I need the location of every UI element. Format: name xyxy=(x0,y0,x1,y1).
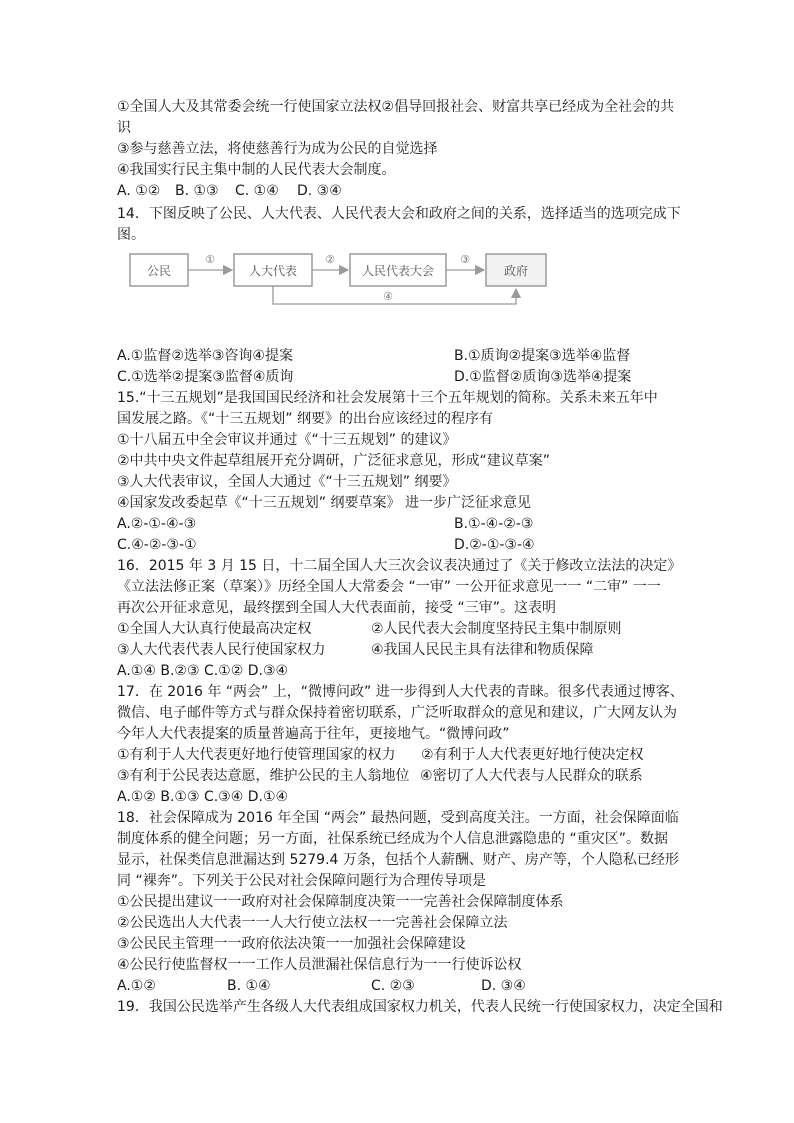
q18-options xyxy=(117,976,526,997)
q18-option-d: D. ③④ xyxy=(481,978,526,994)
q17-stem-line: 今年人大代表提案的质量普遍高于往年，更接地气。“微博问政” xyxy=(117,726,510,742)
q13-option-c: C. ①④ xyxy=(235,183,279,199)
q13-statement-line: 识 xyxy=(117,120,131,136)
arrow-label-2: ② xyxy=(325,253,335,266)
q16-statements-row-1 xyxy=(117,619,622,640)
q16-statement-4: ④我国人民民主具有法律和物质保障 xyxy=(371,642,594,658)
q17-statements-row-1 xyxy=(117,745,644,766)
arrow-label-3: ③ xyxy=(460,253,470,266)
q15-option-b: B.①-④-②-③ xyxy=(454,516,534,532)
q14-option-c: C.①选举②提案③监督④质询 xyxy=(117,369,294,385)
node-citizen: 公民 xyxy=(146,264,172,278)
q13-statement-line: ③参与慈善立法，将使慈善行为成为公民的自觉选择 xyxy=(117,141,438,157)
q17-statement-2: ②有利于人大代表更好地行使决定权 xyxy=(421,747,644,763)
q18-stem-line: 同 “裸奔”。下列关于公民对社会保障问题行为合理传导项是 xyxy=(117,873,486,889)
q18-option-a: A.①② xyxy=(117,978,156,994)
q17-statement-1: ①有利于人大代表更好地行使管理国家的权力 xyxy=(117,747,396,763)
q14-option-b: B.①质询②提案③选举④监督 xyxy=(454,348,631,364)
q13-statement-line: ④我国实行民主集中制的人民代表大会制度。 xyxy=(117,162,396,178)
q15-options-row-1 xyxy=(117,514,534,535)
q16-stem-line: 再次公开征求意见，最终摆到全国人大代表面前，接受 “三审”。这表明 xyxy=(117,600,556,616)
diagram-svg xyxy=(128,242,548,314)
q18-statement: ③公民民主管理一一政府依法决策一一加强社会保障建设 xyxy=(117,936,466,952)
q18-option-c: C. ②③ xyxy=(371,978,415,994)
q13-option-d: D. ③④ xyxy=(297,183,342,199)
q18-stem-line: 18．社会保障成为 2016 年全国 “两会” 最热问题，受到高度关注。一方面，社会保障面临 xyxy=(117,810,679,826)
q16-statements-row-2 xyxy=(117,640,594,661)
q14-relationship-diagram xyxy=(128,242,548,314)
q16-statement-3: ③人大代表代表人民行使国家权力 xyxy=(117,642,326,658)
q17-options: A.①② B.①③ C.③④ D.①④ xyxy=(117,789,289,805)
q15-statement: ②中共中央文件起草组展开充分调研，广泛征求意见，形成“建议草案” xyxy=(117,453,551,469)
q16-stem-line: 《立法法修正案（草案）》历经全国人大常委会 “一审” 一公开征求意见一一 “二审” 一一 xyxy=(117,579,661,595)
q15-stem-line: 15.“十三五规划”是我国国民经济和社会发展第十三个五年规划的简称。关系未来五年中 xyxy=(117,390,658,406)
q18-stem-line: 制度体系的健全问题；另一方面，社保系统已经成为个人信息泄露隐患的 “重灾区”。数据 xyxy=(117,831,668,847)
q18-stem-line: 显示，社保类信息泄漏达到 5279.4 万条，包括个人薪酬、财产、房产等，个人隐私已经形 xyxy=(117,852,679,868)
node-deputy: 人大代表 xyxy=(248,264,298,278)
q17-stem-line: 17．在 2016 年 “两会” 上，“微博问政” 进一步得到人大代表的青睐。很多代表通过博客、 xyxy=(117,684,684,700)
q15-stem-line: 国发展之路。《“十三五规划” 纲要》的出台应该经过的程序有 xyxy=(117,411,493,427)
arrow-4 xyxy=(273,286,516,304)
q15-options-row-2 xyxy=(117,535,535,556)
node-government: 政府 xyxy=(503,264,529,278)
q16-statement-2: ②人民代表大会制度坚持民主集中制原则 xyxy=(371,621,622,637)
q14-options-row-2 xyxy=(117,367,632,388)
q18-statement: ④公民行使监督权一一工作人员泄漏社保信息行为一一行使诉讼权 xyxy=(117,957,522,973)
q14-option-a: A.①监督②选举③咨询④提案 xyxy=(117,348,293,364)
q15-option-c: C.④-②-③-① xyxy=(117,537,197,553)
q16-statement-1: ①全国人大认真行使最高决定权 xyxy=(117,621,312,637)
q18-statement: ②公民选出人大代表一一人大行使立法权一一完善社会保障立法 xyxy=(117,915,508,931)
q15-option-d: D.②-①-③-④ xyxy=(454,537,535,553)
arrow-label-4: ④ xyxy=(383,290,393,303)
q15-statement: ①十八届五中全会审议并通过《“十三五规划” 的建议》 xyxy=(117,432,457,448)
node-congress: 人民代表大会 xyxy=(361,264,435,278)
q14-options-row-1 xyxy=(117,346,631,367)
q17-statement-4: ④密切了人大代表与人民群众的联系 xyxy=(420,768,643,784)
q15-statement: ③人大代表审议，全国人大通过《“十三五规划” 纲要》 xyxy=(117,474,457,490)
q16-options: A.①④ B.②③ C.①② D.③④ xyxy=(117,663,289,679)
q15-option-a: A.②-①-④-③ xyxy=(117,516,197,532)
q18-option-b: B. ①④ xyxy=(227,978,271,994)
q13-options xyxy=(117,181,342,202)
q18-statement: ①公民提出建议一一政府对社会保障制度决策一一完善社会保障制度体系 xyxy=(117,894,564,910)
q17-statements-row-2 xyxy=(117,766,643,787)
q14-stem-line: 图。 xyxy=(117,227,145,243)
q17-statement-3: ③有利于公民表达意愿，维护公民的主人翁地位 xyxy=(117,768,410,784)
q19-stem-line: 19．我国公民选举产生各级人大代表组成国家权力机关，代表人民统一行使国家权力，决定全国和 xyxy=(117,999,723,1015)
q15-statement: ④国家发改委起草《“十三五规划” 纲要草案》 进一步广泛征求意见 xyxy=(117,495,531,511)
q14-stem-line: 14．下图反映了公民、人大代表、人民代表大会和政府之间的关系，选择适当的选项完成下 xyxy=(117,206,681,222)
q13-statement-line: ①全国人大及其常委会统一行使国家立法权②倡导回报社会、财富共享已经成为全社会的共 xyxy=(117,99,675,115)
arrow-label-1: ① xyxy=(205,253,215,266)
q13-option-a: A. ①② xyxy=(117,183,161,199)
q13-option-b: B. ①③ xyxy=(175,183,219,199)
q17-stem-line: 微信、电子邮件等方式与群众保持着密切联系，广泛听取群众的意见和建议，广大网友认为 xyxy=(117,705,677,721)
q16-stem-line: 16．2015 年 3 月 15 日，十二届全国人大三次会议表决通过了《关于修改立法法的决定》 xyxy=(117,558,682,574)
q14-option-d: D.①监督②质询③选举④提案 xyxy=(454,369,632,385)
